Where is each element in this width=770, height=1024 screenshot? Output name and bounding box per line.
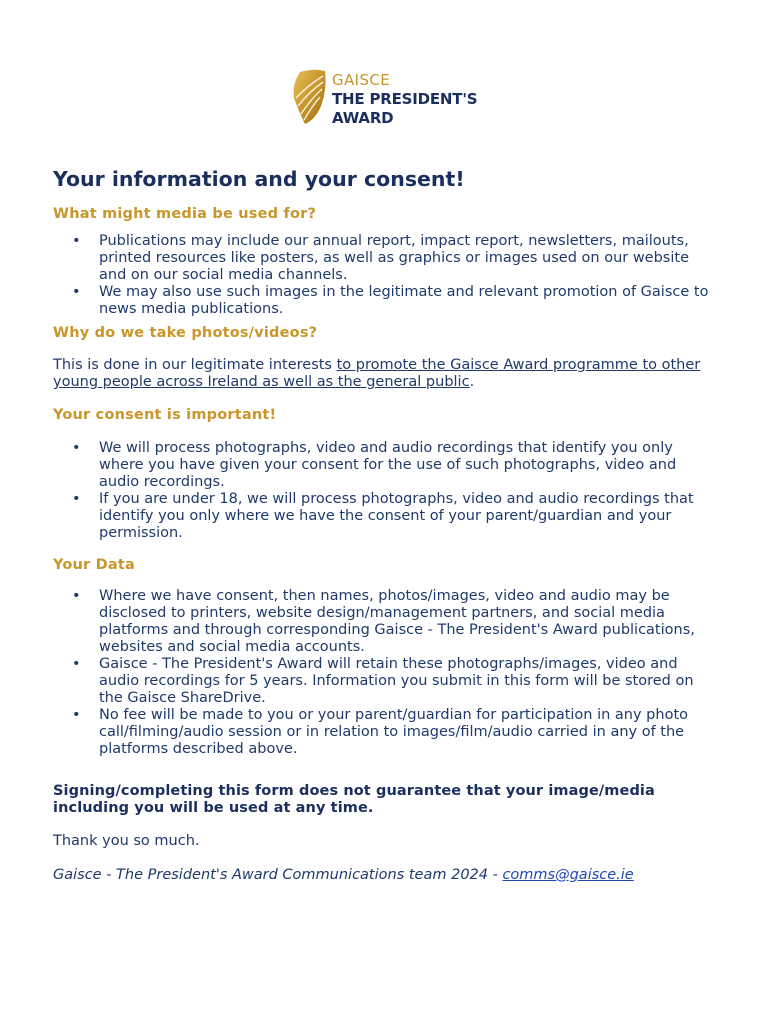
gold-flame-emblem-icon (290, 68, 328, 126)
team-text: Gaisce - The President's Award Communications team 2024 - (53, 867, 503, 883)
consent-list (53, 440, 718, 542)
logo-line-award: AWARD (332, 109, 394, 127)
why-paragraph (53, 357, 718, 391)
page-title: Your information and your consent! (53, 167, 465, 191)
data-list (53, 588, 718, 758)
promote-programme-link[interactable]: to promote the Gaisce Award programme to other young people across Ireland as well as the general public (53, 357, 701, 390)
main-content (53, 166, 718, 884)
signing-note: Signing/completing this form does not guarantee that your image/media including you will be used at any time. (53, 783, 655, 816)
heading-media-use: What might media be used for? (53, 206, 317, 222)
media-use-list (53, 233, 718, 318)
gaisce-logo (290, 68, 490, 128)
why-text-end: . (469, 374, 475, 390)
heading-your-data: Your Data (53, 557, 135, 573)
list-item: • No fee will be made to you or your parent/guardian for participation in any photo call/filming/audio session or in relation to images/film/audio carried in any of the platforms described above. (53, 707, 718, 758)
list-item: • If you are under 18, we will process photographs, video and audio recordings that identify you only where we have the consent of your parent/guardian and your permission. (53, 491, 718, 542)
heading-why-photos: Why do we take photos/videos? (53, 325, 318, 341)
list-item: • We will process photographs, video and audio recordings that identify you only where you have given your consent for the use of such photographs, video and audio recordings. (53, 440, 718, 491)
list-item: • Gaisce - The President's Award will retain these photographs/images, video and audio recordings for 5 years. Information you submit in this form will be stored on the Gaisce ShareDrive. (53, 656, 718, 707)
list-item: • Where we have consent, then names, photos/images, video and audio may be disclosed to printers, website design/management partners, and social media platforms and through corresponding Gaisce - The President's Award publications, websites and social media accounts. (53, 588, 718, 656)
logo-line-presidents: THE PRESIDENT'S (332, 90, 478, 108)
heading-consent: Your consent is important! (53, 407, 277, 423)
why-text: This is done in our legitimate interests (53, 357, 337, 373)
thanks-text: Thank you so much. (53, 833, 200, 849)
logo-wordmark (332, 71, 477, 128)
footer-team (53, 867, 718, 884)
email-link[interactable]: comms@gaisce.ie (502, 867, 634, 883)
list-item: • Publications may include our annual report, impact report, newsletters, mailouts, printed resources like posters, as well as graphics or images used on our website and on our social media channels. (53, 233, 718, 284)
logo-line-gaisce: GAISCE (332, 71, 391, 89)
list-item: • We may also use such images in the legitimate and relevant promotion of Gaisce to news media publications. (53, 284, 718, 318)
